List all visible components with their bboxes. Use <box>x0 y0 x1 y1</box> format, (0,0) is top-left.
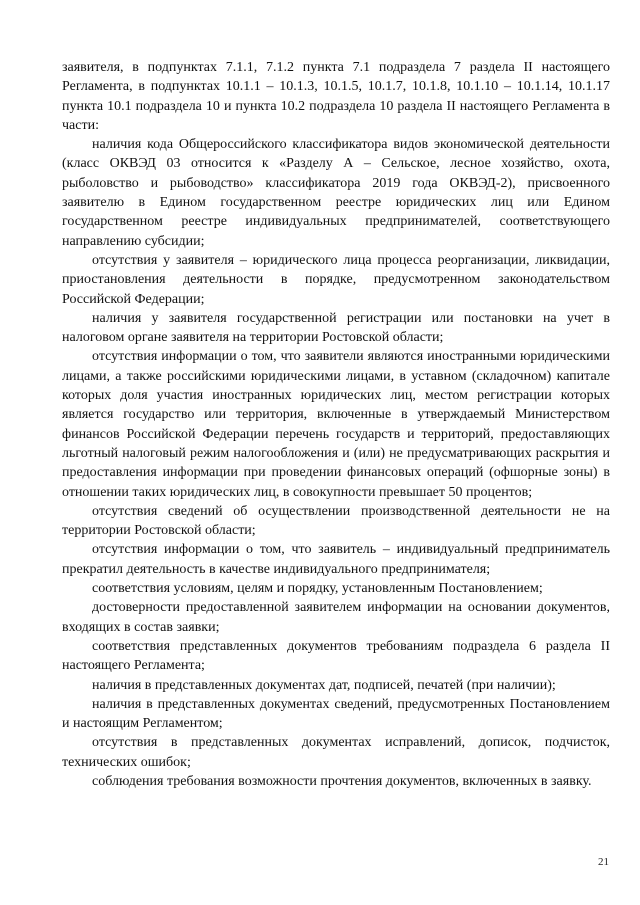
paragraph-dates-signatures: наличия в представленных документах дат, подписей, печатей (при наличии); <box>92 677 556 693</box>
paragraph-okved-code: наличия кода Общероссийского классификатора видов экономической деятельности (класс ОКВЭД 03 относится к «Разделу А – Сельское, лесное хозяйство, охота, рыболовство и рыбоводство» классификатора 2019 года ОКВЭД-2), присвоенного заявителю в Едином государственном реестре юридических лиц или Едином государственном реестре индивидуальных предпринимателей, соответствующего направлению субсидии; <box>62 137 610 249</box>
paragraph-no-foreign-entities: отсутствия информации о том, что заявители являются иностранными юридическими лицами, а также российскими юридическими лицами, в уставном (складочном) капитале которых доля участия иностранных юридических лиц, местом регистрации которых является государство или территория, включенные в утверждаемый Министерством финансов Российской Федерации перечень государств и территорий, предоставляющих льготный налоговый режим налогообложения и (или) не предусматривающих раскрытия и предоставления информации при проведении финансовых операций (офшорные зоны) в отношении таких юридических лиц, в совокупности превышает 50 процентов; <box>62 349 610 500</box>
paragraph-document-requirements: соответствия представленных документов требованиям подраздела 6 раздела II настоящего Регламента; <box>62 638 610 674</box>
paragraph-registration: наличия у заявителя государственной регистрации или постановки на учет в налоговом органе заявителя на территории Ростовской области; <box>62 310 610 346</box>
paragraph-continuation: заявителя, в подпунктах 7.1.1, 7.1.2 пункта 7.1 подраздела 7 раздела II настоящего Регламента, в подпунктах 10.1.1 – 10.1.3, 10.1.5, 10.1.7, 10.1.8, 10.1.10 – 10.1.14, 10.1.17 пункта 10.1 подраздела 10 и пункта 10.2 подраздела 10 раздела II настоящего Регламента в части: <box>62 60 610 133</box>
paragraph-required-information: наличия в представленных документах сведений, предусмотренных Постановлением и настоящим Регламентом; <box>62 696 610 732</box>
paragraph-production-territory: отсутствия сведений об осуществлении производственной деятельности не на территории Ростовской области; <box>62 503 610 539</box>
paragraph-no-corrections: отсутствия в представленных документах исправлений, дописок, подчисток, технических ошибок; <box>62 735 610 770</box>
paragraph-conditions: соответствия условиям, целям и порядку, установленным Постановлением; <box>92 581 543 597</box>
paragraph-readability: соблюдения требования возможности прочтения документов, включенных в заявку. <box>92 773 592 789</box>
document-body <box>62 58 610 791</box>
paragraph-no-reorganization: отсутствия у заявителя – юридического лица процесса реорганизации, ликвидации, приостановления деятельности в порядке, предусмотренном законодательством Российской Федерации; <box>62 252 610 307</box>
page-number: 21 <box>598 856 609 868</box>
paragraph-data-reliability: достоверности предоставленной заявителем информации на основании документов, входящих в состав заявки; <box>62 600 610 635</box>
paragraph-entrepreneur-status: отсутствия информации о том, что заявитель – индивидуальный предприниматель прекратил деятельность в качестве индивидуального предпринимателя; <box>62 542 610 577</box>
